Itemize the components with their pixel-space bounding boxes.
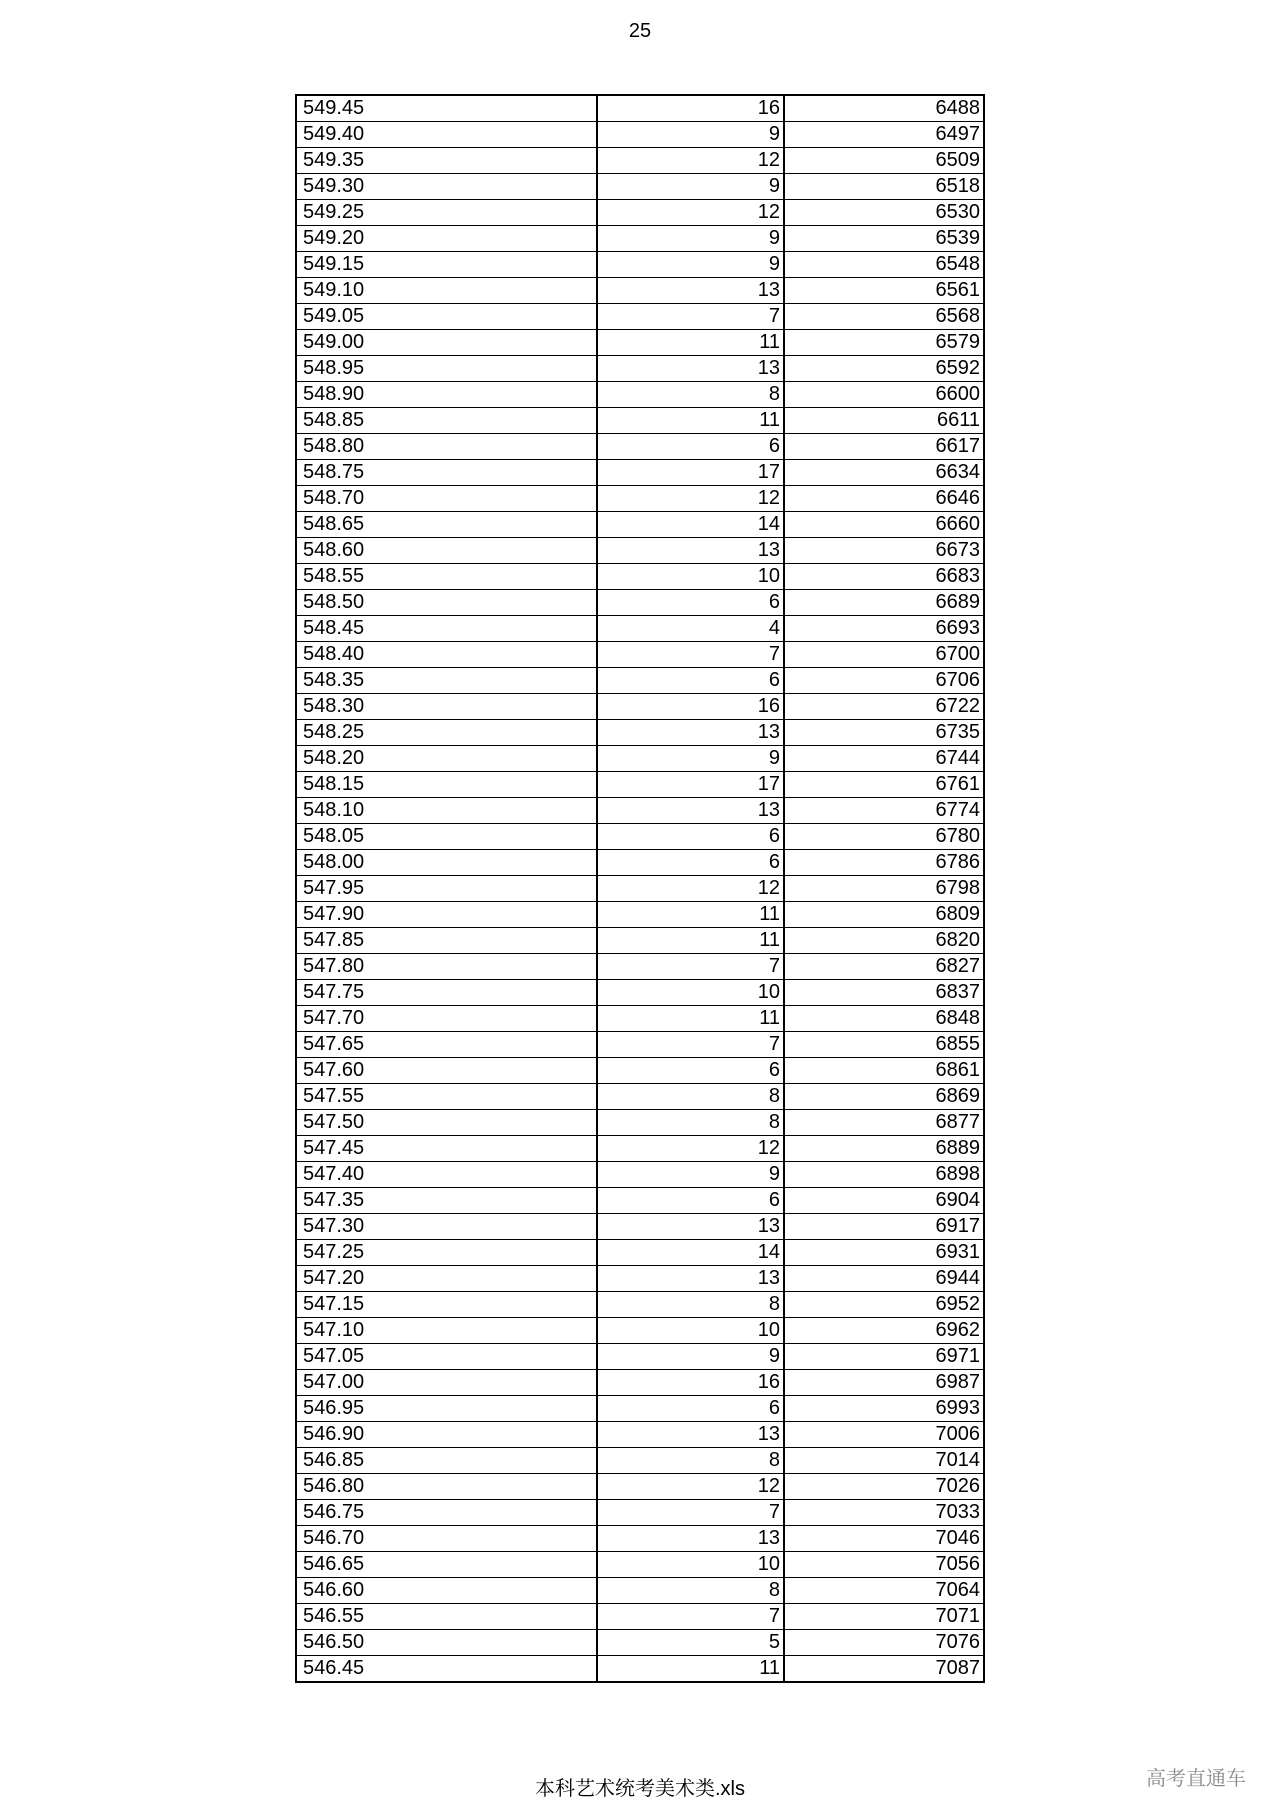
score-cell: 549.15 bbox=[296, 252, 597, 278]
score-cell: 547.15 bbox=[296, 1292, 597, 1318]
score-cell: 546.65 bbox=[296, 1552, 597, 1578]
table-row bbox=[296, 616, 984, 642]
score-cell: 548.40 bbox=[296, 642, 597, 668]
count-cell: 8 bbox=[597, 1448, 784, 1474]
table-row bbox=[296, 1370, 984, 1396]
count-cell: 10 bbox=[597, 980, 784, 1006]
score-cell: 549.20 bbox=[296, 226, 597, 252]
count-cell: 8 bbox=[597, 1110, 784, 1136]
cumulative-cell: 6837 bbox=[784, 980, 984, 1006]
score-cell: 547.10 bbox=[296, 1318, 597, 1344]
score-cell: 546.95 bbox=[296, 1396, 597, 1422]
score-cell: 547.35 bbox=[296, 1188, 597, 1214]
table-row bbox=[296, 278, 984, 304]
table-row bbox=[296, 954, 984, 980]
cumulative-cell: 6700 bbox=[784, 642, 984, 668]
table-row bbox=[296, 95, 984, 122]
table-row bbox=[296, 564, 984, 590]
table-row bbox=[296, 772, 984, 798]
cumulative-cell: 6735 bbox=[784, 720, 984, 746]
cumulative-cell: 7071 bbox=[784, 1604, 984, 1630]
watermark-text: 高考直通车 bbox=[1146, 1768, 1246, 1790]
count-cell: 13 bbox=[597, 1422, 784, 1448]
count-cell: 6 bbox=[597, 1188, 784, 1214]
score-cell: 549.40 bbox=[296, 122, 597, 148]
score-cell: 546.85 bbox=[296, 1448, 597, 1474]
count-cell: 13 bbox=[597, 1526, 784, 1552]
count-cell: 16 bbox=[597, 95, 784, 122]
table-row bbox=[296, 1266, 984, 1292]
cumulative-cell: 6952 bbox=[784, 1292, 984, 1318]
score-cell: 547.85 bbox=[296, 928, 597, 954]
score-cell: 548.15 bbox=[296, 772, 597, 798]
count-cell: 16 bbox=[597, 1370, 784, 1396]
count-cell: 12 bbox=[597, 1474, 784, 1500]
table-row bbox=[296, 1006, 984, 1032]
count-cell: 8 bbox=[597, 1578, 784, 1604]
count-cell: 9 bbox=[597, 226, 784, 252]
count-cell: 7 bbox=[597, 1032, 784, 1058]
score-cell: 546.70 bbox=[296, 1526, 597, 1552]
score-cell: 548.85 bbox=[296, 408, 597, 434]
score-cell: 547.95 bbox=[296, 876, 597, 902]
cumulative-cell: 6646 bbox=[784, 486, 984, 512]
table-row bbox=[296, 1058, 984, 1084]
cumulative-cell: 6855 bbox=[784, 1032, 984, 1058]
table-row bbox=[296, 1292, 984, 1318]
table-row bbox=[296, 824, 984, 850]
score-cell: 546.60 bbox=[296, 1578, 597, 1604]
score-cell: 548.55 bbox=[296, 564, 597, 590]
cumulative-cell: 6987 bbox=[784, 1370, 984, 1396]
table-row bbox=[296, 356, 984, 382]
score-cell: 546.45 bbox=[296, 1656, 597, 1683]
cumulative-cell: 6660 bbox=[784, 512, 984, 538]
score-cell: 548.20 bbox=[296, 746, 597, 772]
table-row bbox=[296, 1604, 984, 1630]
cumulative-cell: 6774 bbox=[784, 798, 984, 824]
cumulative-cell: 6786 bbox=[784, 850, 984, 876]
count-cell: 11 bbox=[597, 1006, 784, 1032]
table-row bbox=[296, 1396, 984, 1422]
table-row bbox=[296, 902, 984, 928]
table-row bbox=[296, 1656, 984, 1683]
table-row bbox=[296, 1188, 984, 1214]
table-row bbox=[296, 148, 984, 174]
count-cell: 12 bbox=[597, 148, 784, 174]
table-row bbox=[296, 1474, 984, 1500]
cumulative-cell: 6617 bbox=[784, 434, 984, 460]
count-cell: 10 bbox=[597, 1318, 784, 1344]
table-row bbox=[296, 1630, 984, 1656]
footer-filename: 本科艺术统考美术类.xls bbox=[535, 1778, 745, 1800]
score-cell: 548.70 bbox=[296, 486, 597, 512]
score-cell: 547.75 bbox=[296, 980, 597, 1006]
count-cell: 8 bbox=[597, 382, 784, 408]
table-row bbox=[296, 1344, 984, 1370]
score-cell: 546.50 bbox=[296, 1630, 597, 1656]
cumulative-cell: 6689 bbox=[784, 590, 984, 616]
table-row bbox=[296, 876, 984, 902]
score-cell: 547.60 bbox=[296, 1058, 597, 1084]
count-cell: 11 bbox=[597, 330, 784, 356]
cumulative-cell: 6904 bbox=[784, 1188, 984, 1214]
cumulative-cell: 6592 bbox=[784, 356, 984, 382]
cumulative-cell: 6869 bbox=[784, 1084, 984, 1110]
cumulative-cell: 6798 bbox=[784, 876, 984, 902]
score-cell: 548.80 bbox=[296, 434, 597, 460]
cumulative-cell: 7006 bbox=[784, 1422, 984, 1448]
cumulative-cell: 6488 bbox=[784, 95, 984, 122]
count-cell: 13 bbox=[597, 720, 784, 746]
cumulative-cell: 6568 bbox=[784, 304, 984, 330]
count-cell: 6 bbox=[597, 1396, 784, 1422]
cumulative-cell: 6548 bbox=[784, 252, 984, 278]
cumulative-cell: 6931 bbox=[784, 1240, 984, 1266]
cumulative-cell: 7087 bbox=[784, 1656, 984, 1683]
count-cell: 8 bbox=[597, 1292, 784, 1318]
count-cell: 12 bbox=[597, 1136, 784, 1162]
cumulative-cell: 6848 bbox=[784, 1006, 984, 1032]
score-cell: 548.75 bbox=[296, 460, 597, 486]
page-number: 25 bbox=[628, 20, 652, 42]
table-row bbox=[296, 304, 984, 330]
cumulative-cell: 6820 bbox=[784, 928, 984, 954]
cumulative-cell: 6944 bbox=[784, 1266, 984, 1292]
cumulative-cell: 6962 bbox=[784, 1318, 984, 1344]
cumulative-cell: 6518 bbox=[784, 174, 984, 200]
score-cell: 549.35 bbox=[296, 148, 597, 174]
cumulative-cell: 6861 bbox=[784, 1058, 984, 1084]
score-cell: 548.35 bbox=[296, 668, 597, 694]
table-row bbox=[296, 1318, 984, 1344]
table-row bbox=[296, 928, 984, 954]
table-row bbox=[296, 252, 984, 278]
table-row bbox=[296, 330, 984, 356]
cumulative-cell: 6744 bbox=[784, 746, 984, 772]
count-cell: 12 bbox=[597, 486, 784, 512]
score-cell: 547.70 bbox=[296, 1006, 597, 1032]
cumulative-cell: 6827 bbox=[784, 954, 984, 980]
cumulative-cell: 7014 bbox=[784, 1448, 984, 1474]
score-cell: 549.05 bbox=[296, 304, 597, 330]
count-cell: 7 bbox=[597, 1604, 784, 1630]
score-cell: 548.95 bbox=[296, 356, 597, 382]
cumulative-cell: 6917 bbox=[784, 1214, 984, 1240]
count-cell: 12 bbox=[597, 876, 784, 902]
cumulative-cell: 6530 bbox=[784, 200, 984, 226]
count-cell: 9 bbox=[597, 122, 784, 148]
table-row bbox=[296, 486, 984, 512]
cumulative-cell: 7046 bbox=[784, 1526, 984, 1552]
table-row bbox=[296, 200, 984, 226]
table-row bbox=[296, 1448, 984, 1474]
cumulative-cell: 6509 bbox=[784, 148, 984, 174]
cumulative-cell: 6673 bbox=[784, 538, 984, 564]
cumulative-cell: 6761 bbox=[784, 772, 984, 798]
cumulative-cell: 7033 bbox=[784, 1500, 984, 1526]
count-cell: 13 bbox=[597, 798, 784, 824]
table-row bbox=[296, 1552, 984, 1578]
table-row bbox=[296, 1084, 984, 1110]
count-cell: 16 bbox=[597, 694, 784, 720]
cumulative-cell: 6889 bbox=[784, 1136, 984, 1162]
score-cell: 548.10 bbox=[296, 798, 597, 824]
table-row bbox=[296, 1240, 984, 1266]
count-cell: 17 bbox=[597, 460, 784, 486]
score-cell: 548.45 bbox=[296, 616, 597, 642]
score-cell: 549.45 bbox=[296, 95, 597, 122]
count-cell: 6 bbox=[597, 668, 784, 694]
count-cell: 9 bbox=[597, 1344, 784, 1370]
cumulative-cell: 7026 bbox=[784, 1474, 984, 1500]
cumulative-cell: 6706 bbox=[784, 668, 984, 694]
cumulative-cell: 6611 bbox=[784, 408, 984, 434]
count-cell: 8 bbox=[597, 1084, 784, 1110]
table-row bbox=[296, 408, 984, 434]
count-cell: 9 bbox=[597, 174, 784, 200]
table-row bbox=[296, 1162, 984, 1188]
table-row bbox=[296, 1500, 984, 1526]
table-row bbox=[296, 720, 984, 746]
count-cell: 11 bbox=[597, 902, 784, 928]
score-cell: 548.05 bbox=[296, 824, 597, 850]
cumulative-cell: 7056 bbox=[784, 1552, 984, 1578]
cumulative-cell: 6722 bbox=[784, 694, 984, 720]
table-row bbox=[296, 512, 984, 538]
count-cell: 14 bbox=[597, 1240, 784, 1266]
score-cell: 547.45 bbox=[296, 1136, 597, 1162]
score-cell: 549.10 bbox=[296, 278, 597, 304]
count-cell: 14 bbox=[597, 512, 784, 538]
count-cell: 7 bbox=[597, 642, 784, 668]
table-row bbox=[296, 1136, 984, 1162]
table-row bbox=[296, 590, 984, 616]
cumulative-cell: 6693 bbox=[784, 616, 984, 642]
score-cell: 546.55 bbox=[296, 1604, 597, 1630]
score-cell: 547.00 bbox=[296, 1370, 597, 1396]
count-cell: 6 bbox=[597, 824, 784, 850]
table-row bbox=[296, 434, 984, 460]
score-cell: 548.30 bbox=[296, 694, 597, 720]
score-cell: 547.80 bbox=[296, 954, 597, 980]
score-cell: 547.65 bbox=[296, 1032, 597, 1058]
count-cell: 11 bbox=[597, 928, 784, 954]
table-row bbox=[296, 382, 984, 408]
table-row bbox=[296, 746, 984, 772]
table-body bbox=[296, 95, 984, 1682]
cumulative-cell: 7064 bbox=[784, 1578, 984, 1604]
count-cell: 7 bbox=[597, 1500, 784, 1526]
cumulative-cell: 6634 bbox=[784, 460, 984, 486]
cumulative-cell: 6898 bbox=[784, 1162, 984, 1188]
count-cell: 11 bbox=[597, 1656, 784, 1683]
count-cell: 9 bbox=[597, 746, 784, 772]
count-cell: 12 bbox=[597, 200, 784, 226]
count-cell: 13 bbox=[597, 356, 784, 382]
table-row bbox=[296, 174, 984, 200]
score-cell: 548.50 bbox=[296, 590, 597, 616]
count-cell: 6 bbox=[597, 1058, 784, 1084]
count-cell: 10 bbox=[597, 564, 784, 590]
count-cell: 11 bbox=[597, 408, 784, 434]
score-cell: 546.75 bbox=[296, 1500, 597, 1526]
score-cell: 549.25 bbox=[296, 200, 597, 226]
table-row bbox=[296, 460, 984, 486]
count-cell: 7 bbox=[597, 954, 784, 980]
cumulative-cell: 6539 bbox=[784, 226, 984, 252]
table-row bbox=[296, 694, 984, 720]
count-cell: 13 bbox=[597, 1214, 784, 1240]
score-cell: 547.20 bbox=[296, 1266, 597, 1292]
table-row bbox=[296, 668, 984, 694]
table-row bbox=[296, 1032, 984, 1058]
score-cell: 547.25 bbox=[296, 1240, 597, 1266]
score-cell: 548.65 bbox=[296, 512, 597, 538]
cumulative-cell: 6877 bbox=[784, 1110, 984, 1136]
table-row bbox=[296, 538, 984, 564]
count-cell: 9 bbox=[597, 1162, 784, 1188]
score-cell: 549.00 bbox=[296, 330, 597, 356]
count-cell: 10 bbox=[597, 1552, 784, 1578]
count-cell: 4 bbox=[597, 616, 784, 642]
table-row bbox=[296, 122, 984, 148]
table-row bbox=[296, 1578, 984, 1604]
cumulative-cell: 7076 bbox=[784, 1630, 984, 1656]
table-row bbox=[296, 1214, 984, 1240]
cumulative-cell: 6497 bbox=[784, 122, 984, 148]
table-row bbox=[296, 1110, 984, 1136]
table-row bbox=[296, 226, 984, 252]
table-row bbox=[296, 798, 984, 824]
count-cell: 13 bbox=[597, 278, 784, 304]
score-cell: 548.90 bbox=[296, 382, 597, 408]
cumulative-cell: 6971 bbox=[784, 1344, 984, 1370]
table-row bbox=[296, 850, 984, 876]
score-cell: 547.90 bbox=[296, 902, 597, 928]
count-cell: 13 bbox=[597, 1266, 784, 1292]
score-cell: 548.25 bbox=[296, 720, 597, 746]
count-cell: 7 bbox=[597, 304, 784, 330]
table-row bbox=[296, 1422, 984, 1448]
cumulative-cell: 6780 bbox=[784, 824, 984, 850]
score-cell: 547.50 bbox=[296, 1110, 597, 1136]
cumulative-cell: 6561 bbox=[784, 278, 984, 304]
score-cell: 547.05 bbox=[296, 1344, 597, 1370]
table-row bbox=[296, 1526, 984, 1552]
table-row bbox=[296, 642, 984, 668]
count-cell: 6 bbox=[597, 590, 784, 616]
count-cell: 13 bbox=[597, 538, 784, 564]
score-cell: 546.80 bbox=[296, 1474, 597, 1500]
cumulative-cell: 6683 bbox=[784, 564, 984, 590]
count-cell: 9 bbox=[597, 252, 784, 278]
score-cell: 547.30 bbox=[296, 1214, 597, 1240]
cumulative-cell: 6809 bbox=[784, 902, 984, 928]
score-cell: 547.55 bbox=[296, 1084, 597, 1110]
count-cell: 5 bbox=[597, 1630, 784, 1656]
table-row bbox=[296, 980, 984, 1006]
score-cell: 548.60 bbox=[296, 538, 597, 564]
score-distribution-table bbox=[295, 94, 985, 1683]
score-cell: 548.00 bbox=[296, 850, 597, 876]
count-cell: 6 bbox=[597, 434, 784, 460]
cumulative-cell: 6579 bbox=[784, 330, 984, 356]
score-cell: 549.30 bbox=[296, 174, 597, 200]
cumulative-cell: 6993 bbox=[784, 1396, 984, 1422]
score-cell: 546.90 bbox=[296, 1422, 597, 1448]
count-cell: 17 bbox=[597, 772, 784, 798]
count-cell: 6 bbox=[597, 850, 784, 876]
score-cell: 547.40 bbox=[296, 1162, 597, 1188]
cumulative-cell: 6600 bbox=[784, 382, 984, 408]
